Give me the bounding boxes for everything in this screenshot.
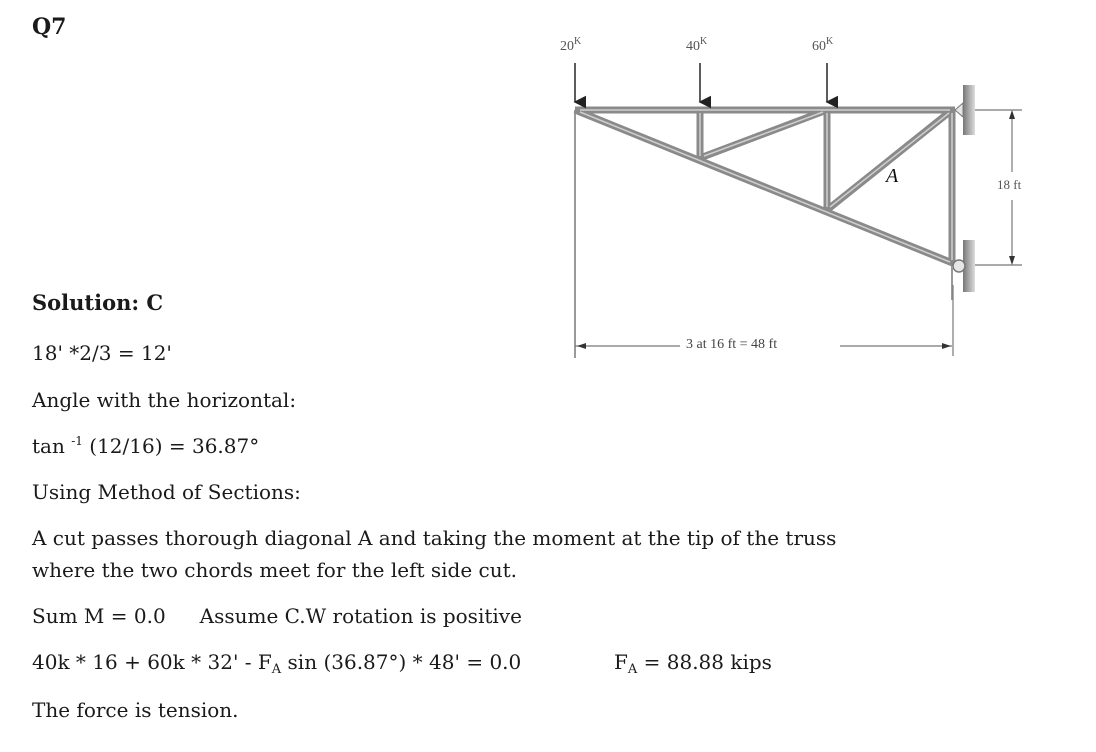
- question-number: Q7: [32, 14, 67, 40]
- cut-description-line1: A cut passes thorough diagonal A and taking the moment at the tip of the truss: [32, 526, 837, 550]
- member-label-a: A: [886, 165, 899, 187]
- load-label-20k: $20^K$: [560, 36, 582, 54]
- height-dimension-label: 18 ft: [997, 177, 1022, 192]
- load-label-40k: $40^K$: [686, 36, 708, 54]
- angle-calculation: tan $^{-1}$ (12/16) = 36.87°: [32, 434, 260, 458]
- method-heading: Using Method of Sections:: [32, 480, 301, 504]
- step-height-ratio: 18' *2/3 = 12': [32, 341, 172, 365]
- span-dimension-label: 3 at 16 ft = 48 ft: [686, 337, 778, 352]
- cut-description-line2: where the two chords meet for the left side cut.: [32, 558, 518, 582]
- pin-support: [953, 260, 965, 272]
- sum-moment: Sum M = 0.0 Assume C.W rotation is positive: [32, 604, 522, 628]
- solution-heading: Solution: C: [32, 290, 164, 315]
- upper-wall-support: [963, 85, 975, 135]
- truss-diagram: [0, 0, 1096, 370]
- load-label-60k: $60^K$: [812, 36, 834, 54]
- conclusion: The force is tension.: [32, 698, 239, 722]
- result-force: $F_A = 88.88$ kips: [614, 650, 772, 677]
- load-arrows: [575, 63, 827, 102]
- angle-heading: Angle with the horizontal:: [32, 388, 297, 412]
- moment-equation: $40k * 16 + 60k * 32' - F_A$ sin (36.87°) * 48' = 0.0: [32, 650, 522, 677]
